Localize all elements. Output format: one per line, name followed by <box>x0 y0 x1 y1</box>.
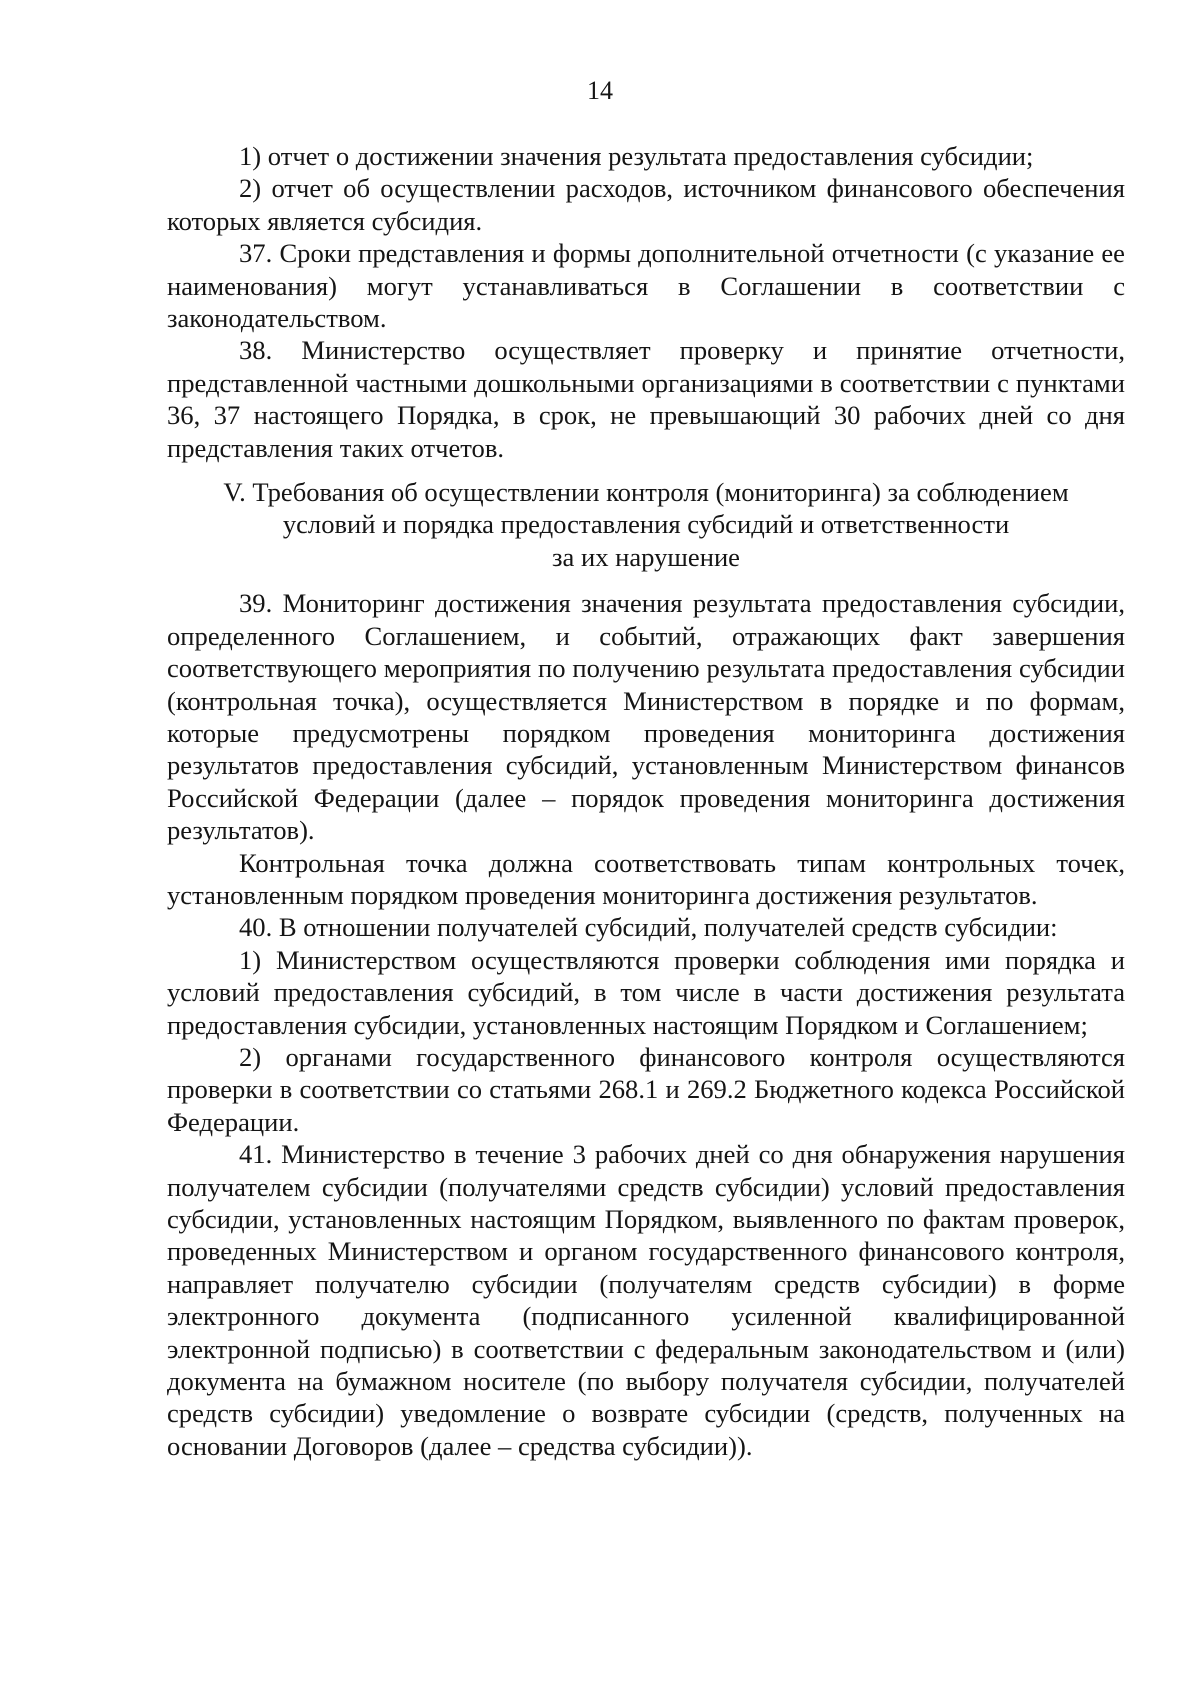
document-body <box>167 140 1125 1462</box>
paragraph-report-expenses: 2) отчет об осуществлении расходов, источником финансового обеспечения которых является субсидия. <box>167 173 1125 236</box>
section-heading <box>167 476 1125 573</box>
paragraph-41: 41. Министерство в течение 3 рабочих дней со дня обнаружения нарушения получателем субсидии (получателями средств субсидии) условий предоставления субсидии, установленных настоящим Порядком, выявленного по фактам проверок, проведенных Министерством и органом государственного финансового контроля, направляет получателю субсидии (получателям средств субсидии) в форме электронного документа (подписанного усиленной квалифицированной электронной подписью) в соответствии с федеральным законодательством и (или) документа на бумажном носителе (по выбору получателя субсидии, получателей средств субсидии) уведомление о возврате субсидии (средств, полученных на основании Договоров (далее – средства субсидии)). <box>167 1139 1125 1461</box>
paragraph-39: 39. Мониторинг достижения значения результата предоставления субсидии, определенного Соглашением, и событий, отражающих факт завершения соответствующего мероприятия по получению результата предоставления субсидии (контрольная точка), осуществляется Министерством в порядке и по формам, которые предусмотрены порядком проведения мониторинга достижения результатов предоставления субсидий, установленным Министерством финансов Российской Федерации (далее – порядок проведения мониторинга достижения результатов). <box>167 588 1125 846</box>
paragraph-report-result: 1) отчет о достижении значения результата предоставления субсидии; <box>239 141 1034 171</box>
paragraph-40: 40. В отношении получателей субсидий, получателей средств субсидии: <box>239 912 1058 943</box>
paragraph-control-point: Контрольная точка должна соответствовать типам контрольных точек, установленным порядком проведения мониторинга достижения результатов. <box>167 847 1125 910</box>
page-number: 14 <box>587 76 613 105</box>
paragraph-40-item-2: 2) органами государственного финансового контроля осуществляются проверки в соответствии со статьями 268.1 и 269.2 Бюджетного кодекса Российской Федерации. <box>167 1041 1125 1137</box>
paragraph-37: 37. Сроки представления и формы дополнительной отчетности (с указание ее наименования) могут устанавливаться в Соглашении в соответствии с законодательством. <box>167 238 1125 334</box>
section-heading-line-2: условий и порядка предоставления субсидий и ответственности <box>282 509 1010 540</box>
section-heading-line-1: V. Требования об осуществлении контроля (мониторинга) за соблюдением <box>223 477 1069 508</box>
paragraph-38: 38. Министерство осуществляет проверку и принятие отчетности, представленной частными дошкольными организациями в соответствии с пунктами 36, 37 настоящего Порядка, в срок, не превышающий 30 рабочих дней со дня представления таких отчетов. <box>167 335 1125 463</box>
paragraph-40-item-1: 1) Министерством осуществляются проверки соблюдения ими порядка и условий предоставления субсидий, в том числе в части достижения результата предоставления субсидии, установленных настоящим Порядком и Соглашением; <box>167 944 1125 1040</box>
section-heading-line-3: за их нарушение <box>552 541 740 572</box>
